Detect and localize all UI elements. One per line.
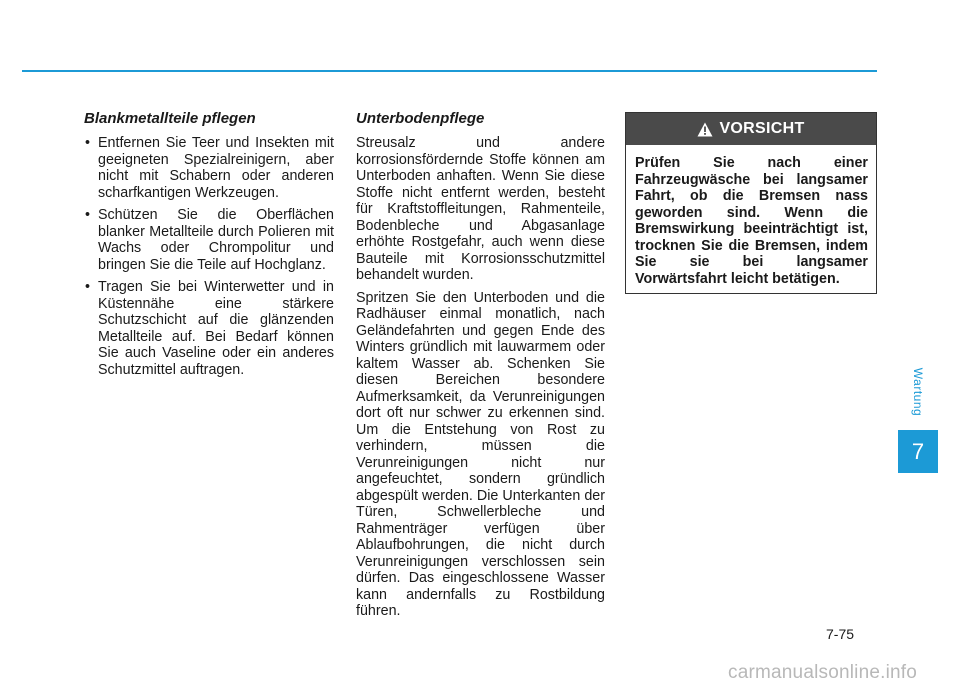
section-heading-underbody-care: Unterbodenpflege [356,110,485,127]
caution-title: VORSICHT [719,120,805,137]
paragraph: Streusalz und andere korrosionsfördernde Stoffe können am Unterboden anhaften. Wenn Sie diese Stoffe nicht entfernt werden, besteht für Kraftstoffleitungen, Rahmenteile, Bodenbleche und Abgasanlage erhöhte Rostgefahr, auch wenn diese Bauteile mit Korrosionsschutzmittel behandelt wurden. [356,135,605,283]
warning-triangle-icon [697,122,713,137]
chapter-side-tab [898,355,938,473]
top-divider [22,70,877,72]
section-heading-metal-care: Blankmetallteile pflegen [84,110,256,127]
watermark: carmanualsonline.info [728,662,918,683]
paragraph: Spritzen Sie den Unterboden und die Radhäuser einmal monatlich, nach Geländefahrten und gegen Ende des Winters gründlich mit lauwarmem oder kaltem Wasser ab. Schenken Sie diesen Bereichen besondere Aufmerksamkeit, da Verunreinigungen dort oft nur schwer zu erkennen sind. Um die Entstehung von Rost zu verhindern, müssen die Verunreinigungen nicht nur angefeuchtet, sondern gründlich abgespült werden. Die Unterkanten der Türen, Schwellerbleche und Rahmenträger verfügen über Ablaufbohrungen, die nicht durch Verunreinigungen verschlossen sein dürfen. Das eingeschlossene Wasser kann andernfalls zu Rostbildung führen. [356,289,605,619]
caution-text: Prüfen Sie nach einer Fahrzeugwäsche bei langsamer Fahrt, ob die Bremsen nass geworden sind. Wenn die Bremswirkung beeinträchtigt ist, trocknen Sie die Bremsen, indem Sie sie bei langsamer Vorwärtsfahrt leicht betätigen. [635,155,868,287]
chapter-label: Wartung [911,367,925,417]
chapter-number-badge: 7 [898,430,938,473]
caution-box [625,112,877,294]
column-left [84,110,334,384]
list-item: • Entfernen Sie Teer und Insekten mit geeigneten Spezialreinigern, aber nicht mit Schabern oder anderen scharfkantigen Werkzeugen. [84,135,334,201]
list-item: • Schützen Sie die Oberflächen blanker Metallteile durch Polieren mit Wachs oder Chrompolitur und bringen Sie die Teile auf Hochglanz. [84,207,334,273]
metal-care-list [84,135,334,378]
list-item: • Tragen Sie bei Winterwetter und in Küstennähe eine stärkere Schutzschicht auf die glänzenden Metallteile auf. Bei Bedarf können Sie auch Vaseline oder ein anderes Schutzmittel auftragen. [84,279,334,378]
caution-header [626,113,876,145]
page-number: 7-75 [826,626,855,642]
column-middle [356,110,605,626]
